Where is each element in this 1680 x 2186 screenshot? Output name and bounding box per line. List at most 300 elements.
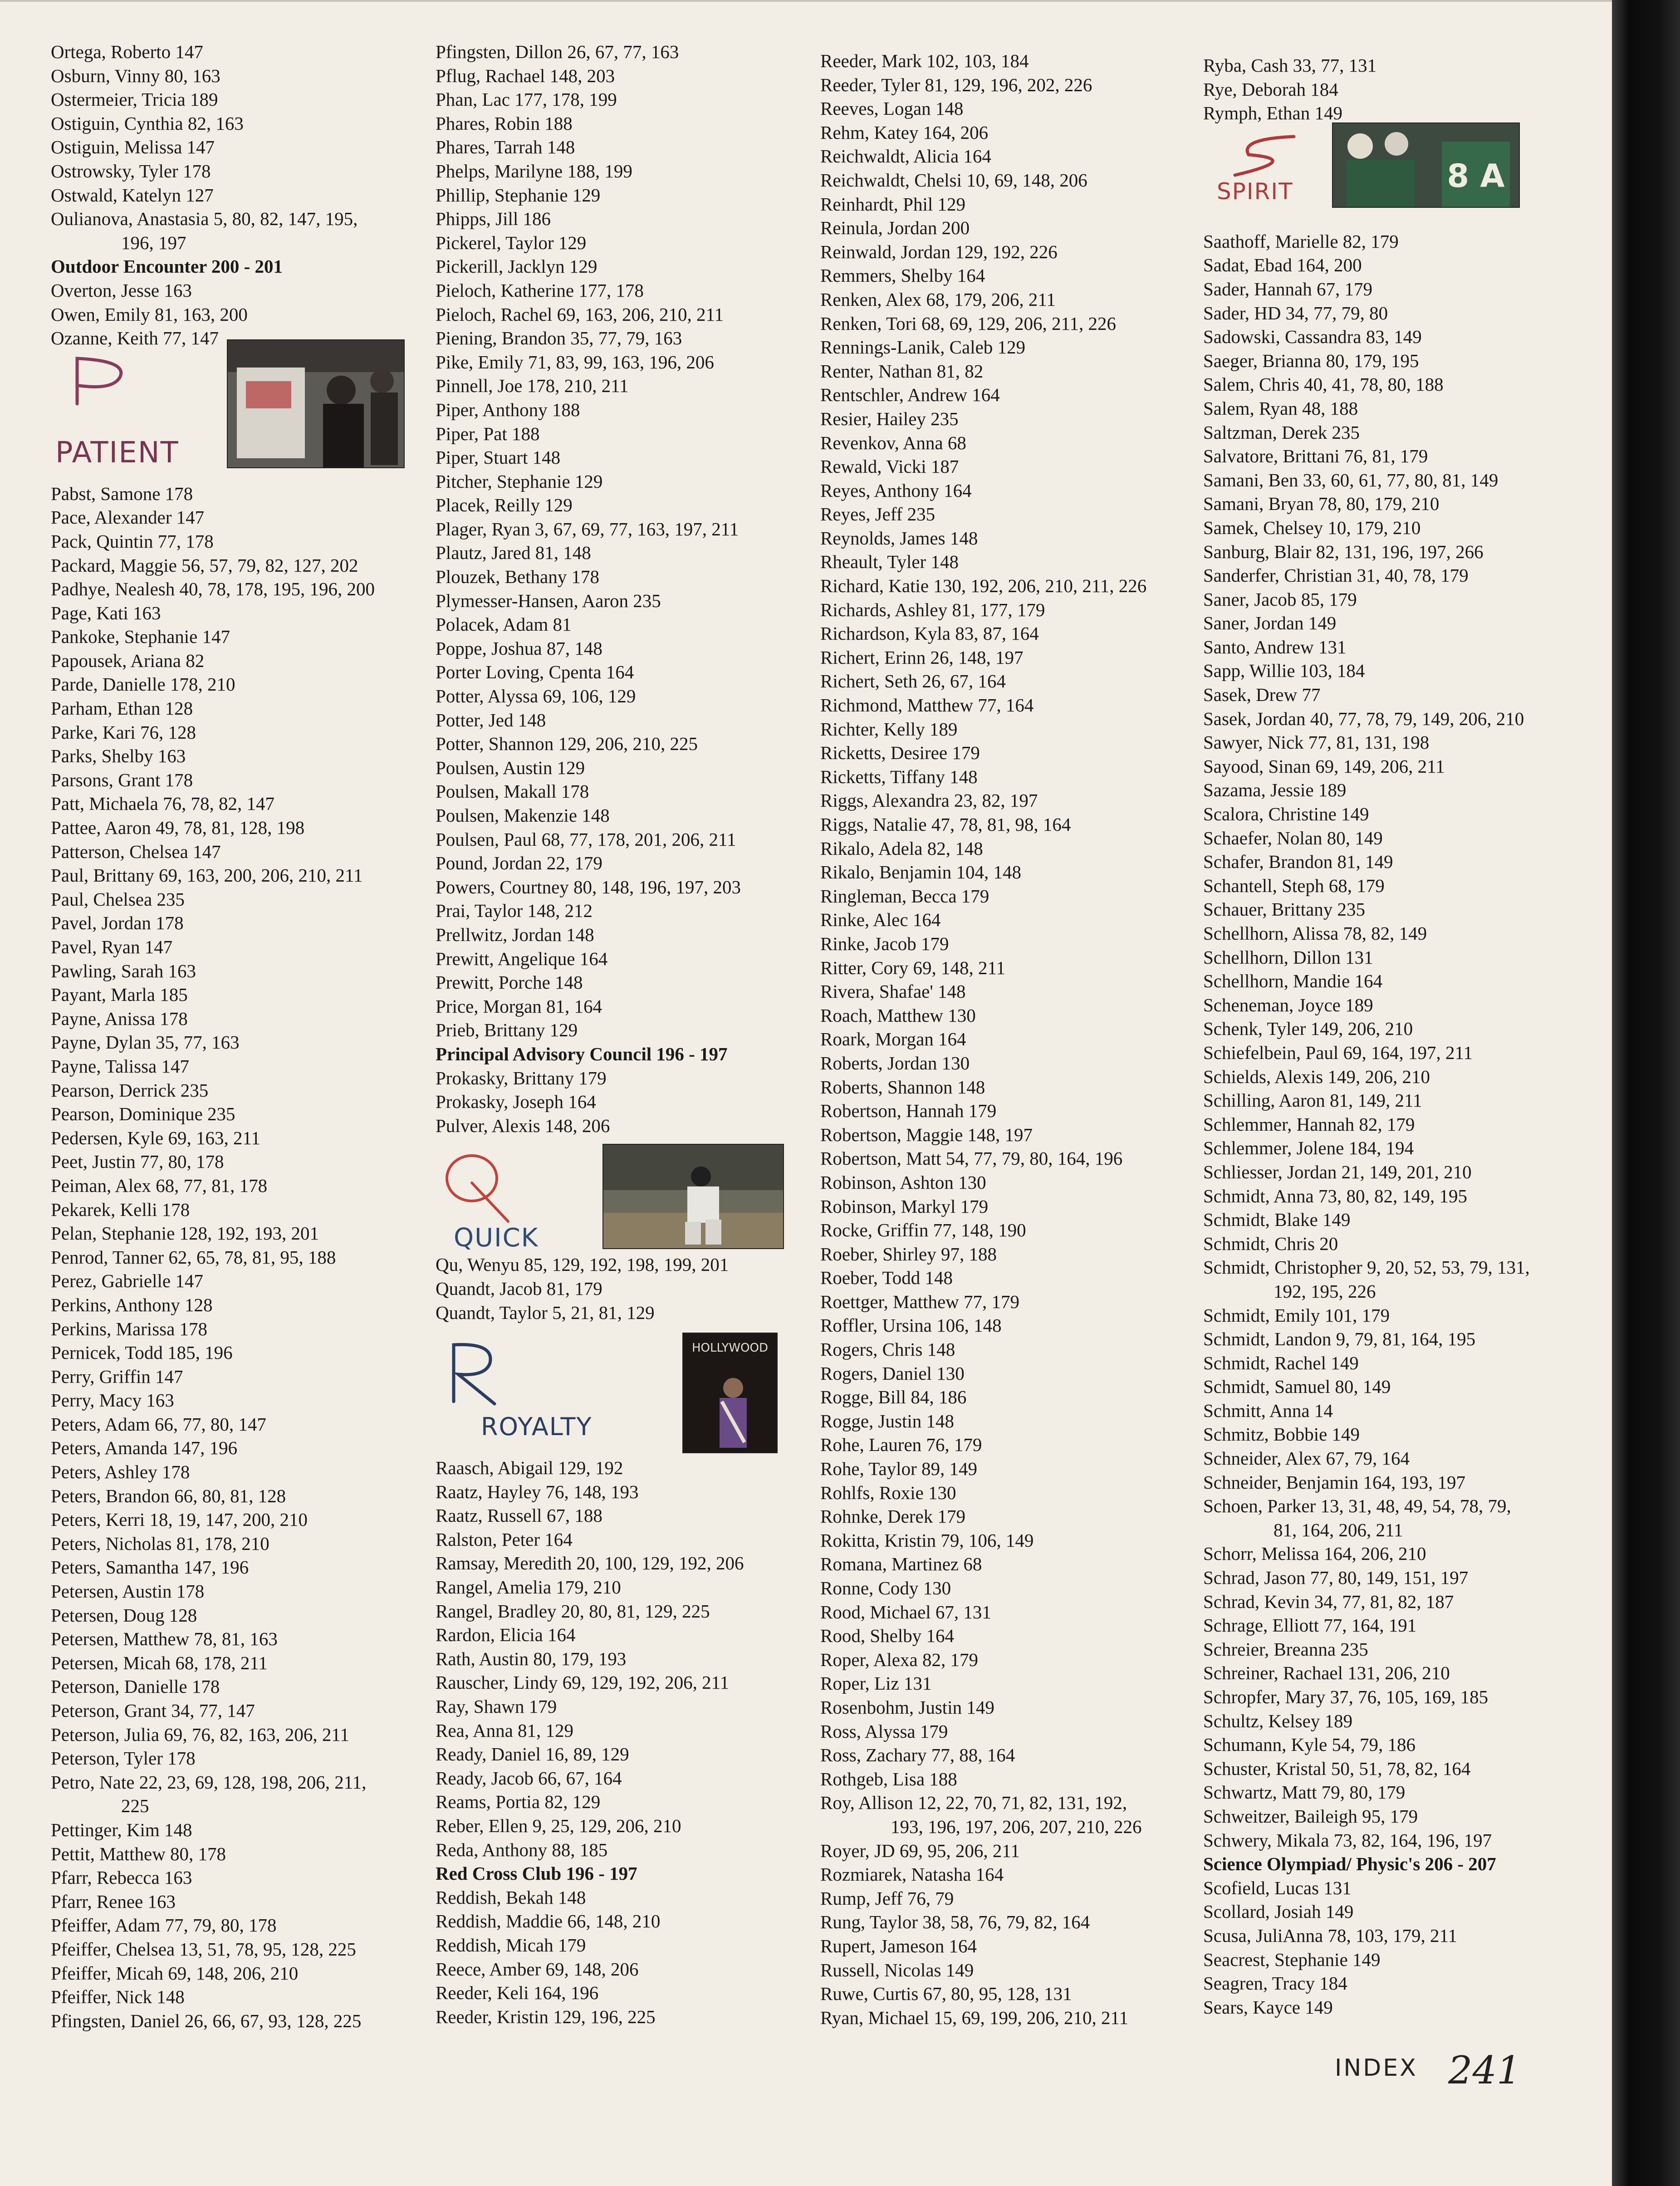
index-entry: Pfingsten, Daniel 26, 66, 67, 93, 128, 225: [51, 2010, 362, 2031]
index-entry: Ray, Shawn 179: [436, 1696, 557, 1717]
index-entry: Rosenbohm, Justin 149: [820, 1696, 994, 1718]
page-footer: [1335, 2048, 1525, 2098]
index-entry: Reyes, Anthony 164: [820, 480, 972, 501]
index-entry: Schrad, Kevin 34, 77, 81, 82, 187: [1203, 1591, 1454, 1612]
index-entry: Ozanne, Keith 77, 147: [51, 328, 219, 349]
index-entry: Pavel, Jordan 178: [51, 912, 184, 934]
index-entry: Ryan, Michael 15, 69, 199, 206, 210, 211: [820, 2007, 1128, 2028]
index-entry: Prellwitz, Jordan 148: [436, 924, 594, 945]
index-entry: Rymph, Ethan 149: [1203, 103, 1342, 124]
index-entry: Rokitta, Kristin 79, 106, 149: [820, 1529, 1034, 1551]
index-entry-continuation: 81, 164, 206, 211: [1273, 1519, 1403, 1540]
index-entry: Pelan, Stephanie 128, 192, 193, 201: [51, 1223, 319, 1244]
index-entry: Phan, Lac 177, 178, 199: [436, 89, 617, 110]
index-entry: Ostiguin, Cynthia 82, 163: [51, 113, 244, 134]
index-column-2: [436, 40, 798, 2029]
index-entry: Salem, Chris 40, 41, 78, 80, 188: [1203, 374, 1444, 395]
index-entry: Parde, Danielle 178, 210: [51, 674, 235, 695]
page-top-edge: [0, 0, 1612, 2]
index-entry: Schilling, Aaron 81, 149, 211: [1203, 1090, 1422, 1111]
index-entry: Reeves, Logan 148: [820, 98, 964, 119]
index-entry: Padhye, Nealesh 40, 78, 178, 195, 196, 200: [51, 578, 375, 600]
index-entry: Roberts, Jordan 130: [820, 1052, 970, 1073]
index-entry: Rikalo, Benjamin 104, 148: [820, 862, 1021, 883]
index-entry: Potter, Shannon 129, 206, 210, 225: [436, 733, 698, 755]
index-entry: Reeder, Keli 164, 196: [436, 1982, 599, 2004]
index-entry: Pack, Quintin 77, 178: [51, 530, 214, 552]
index-entry: Reinwald, Jordan 129, 192, 226: [820, 241, 1058, 262]
index-entry-continuation: 196, 197: [121, 232, 186, 253]
index-entry: Payant, Marla 185: [51, 984, 188, 1005]
index-entry: Pfeiffer, Chelsea 13, 51, 78, 95, 128, 225: [51, 1938, 356, 1960]
index-entry: Rheault, Tyler 148: [820, 551, 959, 573]
royalty-photo-sign: HOLLYWOOD: [691, 1341, 769, 1355]
index-entry: Sasek, Jordan 40, 77, 78, 79, 149, 206, 210: [1203, 708, 1524, 729]
index-entry: Ritter, Cory 69, 148, 211: [820, 957, 1005, 978]
index-entry: Schmidt, Anna 73, 80, 82, 149, 195: [1203, 1185, 1467, 1206]
index-entry: Seacrest, Stephanie 149: [1203, 1949, 1381, 1970]
index-entry: Pfarr, Rebecca 163: [51, 1867, 192, 1888]
spirit-photo-jersey: 8 A: [1447, 157, 1505, 195]
index-entry: Reddish, Maddie 66, 148, 210: [436, 1911, 661, 1932]
index-entry: Prewitt, Porche 148: [436, 972, 583, 993]
index-entry: Plouzek, Bethany 178: [436, 566, 599, 588]
letter-q-icon: [440, 1147, 513, 1224]
index-entry: Poulsen, Makall 178: [436, 781, 589, 802]
index-entry: Rauscher, Lindy 69, 129, 192, 206, 211: [436, 1672, 730, 1693]
index-entry: Schuster, Kristal 50, 51, 78, 82, 164: [1203, 1758, 1471, 1779]
index-entry: Schmidt, Landon 9, 79, 81, 164, 195: [1203, 1328, 1476, 1350]
index-entry: Saltzman, Derek 235: [1203, 422, 1360, 443]
index-entry: Ostwald, Katelyn 127: [51, 184, 214, 206]
index-entry: Plymesser-Hansen, Aaron 235: [436, 590, 661, 611]
index-entry: Sader, Hannah 67, 179: [1203, 278, 1372, 299]
index-entry: Schields, Alexis 149, 206, 210: [1203, 1066, 1430, 1087]
index-entry: Reyes, Jeff 235: [820, 504, 936, 525]
index-entry: Schiefelbein, Paul 69, 164, 197, 211: [1203, 1042, 1473, 1063]
index-entry: Roper, Alexa 82, 179: [820, 1649, 978, 1670]
spirit-photo: [1332, 123, 1520, 208]
index-entry: Peters, Kerri 18, 19, 147, 200, 210: [51, 1509, 308, 1530]
index-section-entry: Principal Advisory Council 196 - 197: [436, 1043, 728, 1064]
index-entry: Schlemmer, Hannah 82, 179: [1203, 1113, 1415, 1135]
index-entry: Sanderfer, Christian 31, 40, 78, 179: [1203, 565, 1469, 586]
index-entry: Ostiguin, Melissa 147: [51, 137, 215, 158]
index-entry: Schwartz, Matt 79, 80, 179: [1203, 1782, 1406, 1803]
index-entry: Petersen, Austin 178: [51, 1581, 205, 1602]
index-entry: Reeder, Tyler 81, 129, 196, 202, 226: [820, 74, 1092, 95]
index-entry: Rye, Deborah 184: [1203, 78, 1338, 100]
index-entry: Perry, Griffin 147: [51, 1366, 183, 1387]
index-entry: Pound, Jordan 22, 179: [436, 853, 602, 874]
patient-photo: [227, 339, 405, 468]
index-entry: Saathoff, Marielle 82, 179: [1203, 230, 1399, 252]
index-entry: Raatz, Russell 67, 188: [436, 1505, 602, 1526]
index-entry: Roberts, Shannon 148: [820, 1076, 985, 1098]
index-entry: Royer, JD 69, 95, 206, 211: [820, 1840, 1020, 1861]
page-number: 241: [1448, 2048, 1521, 2093]
index-entry: Renter, Nathan 81, 82: [820, 360, 984, 382]
index-entry: Rohe, Taylor 89, 149: [820, 1458, 977, 1480]
index-entry: Rump, Jeff 76, 79: [820, 1887, 954, 1909]
index-entry: Santo, Andrew 131: [1203, 636, 1347, 657]
index-entry: Pieloch, Katherine 177, 178: [436, 279, 644, 301]
index-entry: Robertson, Hannah 179: [820, 1100, 997, 1122]
index-entry: Scalora, Christine 149: [1203, 804, 1369, 825]
index-entry: Rinke, Jacob 179: [820, 933, 949, 954]
index-entry: Peet, Justin 77, 80, 178: [51, 1151, 224, 1172]
index-entry: Schwery, Mikala 73, 82, 164, 196, 197: [1203, 1829, 1492, 1851]
index-entry: Payne, Talissa 147: [51, 1055, 189, 1077]
index-entry-continuation: 225: [121, 1795, 149, 1817]
index-entry: Ronne, Cody 130: [820, 1578, 951, 1598]
index-entry: Schantell, Steph 68, 179: [1203, 875, 1385, 896]
index-entry: Pfeiffer, Micah 69, 148, 206, 210: [51, 1962, 299, 1984]
index-entry: Plager, Ryan 3, 67, 69, 77, 163, 197, 211: [436, 518, 739, 539]
index-entry: Richard, Katie 130, 192, 206, 210, 211, 226: [820, 575, 1147, 597]
index-entry: Ready, Daniel 16, 89, 129: [436, 1744, 629, 1765]
index-entry: Pflug, Rachael 148, 203: [436, 65, 615, 86]
index-entry: Pfingsten, Dillon 26, 67, 77, 163: [436, 41, 679, 62]
section-r-header: [436, 1324, 798, 1456]
index-entry: Robertson, Matt 54, 77, 79, 80, 164, 196: [820, 1148, 1123, 1169]
index-entry: Schropfer, Mary 37, 76, 105, 169, 185: [1203, 1686, 1489, 1707]
index-entry: Rohe, Lauren 76, 179: [820, 1434, 982, 1456]
index-entry: Ostermeier, Tricia 189: [51, 89, 218, 110]
index-entry: Riggs, Alexandra 23, 82, 197: [820, 790, 1038, 811]
index-entry: Piper, Stuart 148: [436, 447, 561, 468]
index-entry: Pickerill, Jacklyn 129: [436, 256, 598, 277]
index-entry: Ramsay, Meredith 20, 100, 129, 192, 206: [436, 1553, 744, 1574]
index-section-entry: Red Cross Club 196 - 197: [436, 1863, 637, 1884]
letter-p-icon: [59, 354, 136, 408]
index-entry: Schellhorn, Dillon 131: [1203, 946, 1373, 968]
index-entry: Schultz, Kelsey 189: [1203, 1710, 1353, 1731]
index-entry: Penrod, Tanner 62, 65, 78, 81, 95, 188: [51, 1246, 336, 1268]
index-entry: Perry, Macy 163: [51, 1390, 174, 1411]
index-entry: Raatz, Hayley 76, 148, 193: [436, 1481, 639, 1502]
index-entry: Sasek, Drew 77: [1203, 684, 1321, 706]
index-entry: Ralston, Peter 164: [436, 1529, 573, 1550]
index-entry: Sanburg, Blair 82, 131, 196, 197, 266: [1203, 541, 1484, 562]
index-entry: Petersen, Matthew 78, 81, 163: [51, 1628, 278, 1650]
index-entry: Schumann, Kyle 54, 79, 186: [1203, 1734, 1416, 1755]
index-entry: Peters, Amanda 147, 196: [51, 1437, 238, 1459]
index-entry: Ross, Alyssa 179: [820, 1720, 948, 1742]
index-entry: Rung, Taylor 38, 58, 76, 79, 82, 164: [820, 1912, 1090, 1933]
index-entry: Renken, Tori 68, 69, 129, 206, 211, 226: [820, 313, 1116, 334]
index-entry: Richert, Erinn 26, 148, 197: [820, 647, 1024, 668]
index-entry: Sears, Kayce 149: [1203, 1996, 1333, 2018]
index-entry: Romana, Martinez 68: [820, 1554, 982, 1575]
index-entry: Qu, Wenyu 85, 129, 192, 198, 199, 201: [436, 1254, 729, 1275]
index-entry: Potter, Alyssa 69, 106, 129: [436, 686, 636, 707]
index-column-3: [820, 49, 1183, 2029]
index-entry: Rozmiarek, Natasha 164: [820, 1864, 1004, 1885]
index-entry: Peters, Ashley 178: [51, 1461, 190, 1483]
index-entry: Roffler, Ursina 106, 148: [820, 1315, 1002, 1336]
index-entry: Pedersen, Kyle 69, 163, 211: [51, 1127, 260, 1148]
index-entry: Schliesser, Jordan 21, 149, 201, 210: [1203, 1161, 1472, 1182]
index-entry: Pekarek, Kelli 178: [51, 1199, 190, 1220]
index-entry: Peters, Samantha 147, 196: [51, 1557, 249, 1578]
index-entry: Reddish, Bekah 148: [436, 1887, 586, 1908]
index-entry: Prai, Taylor 148, 212: [436, 900, 593, 921]
index-entry: Schafer, Brandon 81, 149: [1203, 851, 1393, 872]
index-entry: Pfeiffer, Adam 77, 79, 80, 178: [51, 1915, 277, 1936]
index-entry: Peterson, Danielle 178: [51, 1676, 220, 1697]
index-entry: Potter, Jed 148: [436, 709, 546, 730]
index-entry: Reams, Portia 82, 129: [436, 1791, 601, 1813]
index-entry: Roy, Allison 12, 22, 70, 71, 82, 131, 192,: [820, 1792, 1127, 1813]
index-entry: Page, Kati 163: [51, 602, 161, 623]
index-entry: Peters, Adam 66, 77, 80, 147: [51, 1413, 266, 1435]
index-entry: Schmidt, Emily 101, 179: [1203, 1304, 1390, 1326]
index-entry: Reeder, Mark 102, 103, 184: [820, 50, 1029, 71]
footer-index-label: INDEX: [1335, 2054, 1418, 2082]
section-word-royalty: ROYALTY: [481, 1412, 593, 1441]
index-entry: Schellhorn, Alissa 78, 82, 149: [1203, 923, 1427, 944]
index-entry: Pickerel, Taylor 129: [436, 232, 587, 253]
index-entry: Rardon, Elicia 164: [436, 1624, 576, 1646]
index-entry: Packard, Maggie 56, 57, 79, 82, 127, 202: [51, 554, 358, 576]
index-entry: Sayood, Sinan 69, 149, 206, 211: [1203, 755, 1445, 777]
index-entry: Rewald, Vicki 187: [820, 456, 959, 477]
index-entry-continuation: 192, 195, 226: [1273, 1280, 1376, 1302]
index-entry: Seagren, Tracy 184: [1203, 1973, 1347, 1994]
index-entry: Poppe, Joshua 87, 148: [436, 637, 602, 659]
index-entry: Richmond, Matthew 77, 164: [820, 695, 1034, 716]
index-entry: Salem, Ryan 48, 188: [1203, 397, 1358, 419]
index-entry: Reynolds, James 148: [820, 527, 978, 549]
index-entry: Schmitz, Bobbie 149: [1203, 1424, 1360, 1445]
index-entry: Reinhardt, Phil 129: [820, 193, 966, 215]
index-entry: Rogers, Daniel 130: [820, 1363, 965, 1384]
index-entry: Schmidt, Christopher 9, 20, 52, 53, 79, 131,: [1203, 1257, 1530, 1278]
index-entry: Samek, Chelsey 10, 179, 210: [1203, 517, 1421, 538]
index-entry: Poulsen, Paul 68, 77, 178, 201, 206, 211: [436, 828, 736, 850]
index-entry: Pitcher, Stephanie 129: [436, 471, 603, 492]
index-entry: Schmidt, Rachel 149: [1203, 1352, 1359, 1373]
index-entry: Peters, Brandon 66, 80, 81, 128: [51, 1485, 286, 1506]
index-entry: Sazama, Jessie 189: [1203, 779, 1347, 801]
index-entry: Ready, Jacob 66, 67, 164: [436, 1767, 622, 1789]
index-entry: Rohlfs, Roxie 130: [820, 1482, 956, 1503]
index-column-1: [51, 40, 414, 2033]
index-entry: Phillip, Stephanie 129: [436, 184, 601, 206]
index-entry: Phares, Tarrah 148: [436, 137, 575, 158]
index-entry: Pfeiffer, Nick 148: [51, 1986, 185, 2008]
index-entry: Patt, Michaela 76, 78, 82, 147: [51, 793, 275, 814]
index-entry: Ricketts, Tiffany 148: [820, 766, 978, 787]
index-entry: Robinson, Ashton 130: [820, 1171, 986, 1193]
index-entry: Saeger, Brianna 80, 179, 195: [1203, 350, 1419, 371]
book-binding-edge: [1612, 0, 1680, 2186]
index-entry: Sadat, Ebad 164, 200: [1203, 255, 1362, 276]
index-entry: Schmidt, Blake 149: [1203, 1209, 1351, 1230]
index-entry: Richter, Kelly 189: [820, 718, 958, 740]
index-entry: Payne, Anissa 178: [51, 1008, 188, 1029]
index-entry: Sapp, Willie 103, 184: [1203, 660, 1365, 681]
index-entry: Pfarr, Renee 163: [51, 1891, 176, 1912]
index-entry: Prieb, Brittany 129: [436, 1019, 578, 1041]
index-entry: Sawyer, Nick 77, 81, 131, 198: [1203, 732, 1430, 753]
index-entry: Robertson, Maggie 148, 197: [820, 1124, 1033, 1145]
index-entry: Rohnke, Derek 179: [820, 1506, 965, 1527]
royalty-photo: [682, 1333, 778, 1453]
index-entry: Quandt, Jacob 81, 179: [436, 1278, 602, 1299]
index-entry: Rupert, Jameson 164: [820, 1935, 977, 1956]
section-p-header: [51, 350, 414, 482]
index-entry: Poulsen, Makenzie 148: [436, 805, 610, 826]
index-entry: Samani, Ben 33, 60, 61, 77, 80, 81, 149: [1203, 469, 1499, 490]
index-entry: Schneider, Alex 67, 79, 164: [1203, 1448, 1410, 1469]
index-entry: Phelps, Marilyne 188, 199: [436, 160, 632, 181]
index-entry: Petersen, Micah 68, 178, 211: [51, 1652, 268, 1673]
index-entry: Reinula, Jordan 200: [820, 217, 970, 239]
letter-s-icon: [1221, 130, 1312, 180]
index-entry: Richards, Ashley 81, 177, 179: [820, 599, 1045, 620]
index-entry: Reddish, Micah 179: [436, 1934, 586, 1956]
index-entry: Reichwaldt, Chelsi 10, 69, 148, 206: [820, 169, 1087, 191]
index-entry: Rehm, Katey 164, 206: [820, 122, 989, 143]
index-entry: Robinson, Markyl 179: [820, 1196, 989, 1217]
index-entry: Pankoke, Stephanie 147: [51, 626, 230, 647]
index-entry: Richardson, Kyla 83, 87, 164: [820, 623, 1039, 644]
index-entry: Prewitt, Angelique 164: [436, 948, 608, 969]
index-entry: Phipps, Jill 186: [436, 208, 551, 230]
index-entry: Parks, Shelby 163: [51, 745, 186, 767]
index-entry: Saner, Jordan 149: [1203, 613, 1337, 634]
index-entry: Petersen, Doug 128: [51, 1604, 197, 1626]
index-entry: Pearson, Derrick 235: [51, 1079, 209, 1101]
index-entry: Schauer, Brittany 235: [1203, 899, 1366, 920]
index-entry: Reeder, Kristin 129, 196, 225: [436, 2006, 656, 2027]
letter-r-icon: [440, 1338, 508, 1406]
index-entry: Phares, Robin 188: [436, 113, 573, 134]
section-s-header: [1203, 125, 1566, 230]
index-entry: Ringleman, Becca 179: [820, 885, 989, 907]
index-entry: Pabst, Samone 178: [51, 483, 193, 504]
index-entry: Ricketts, Desiree 179: [820, 742, 980, 764]
index-entry: Polacek, Adam 81: [436, 614, 572, 635]
index-section-entry: Outdoor Encounter 200 - 201: [51, 256, 283, 277]
index-entry: Schoen, Parker 13, 31, 48, 49, 54, 78, 79,: [1203, 1495, 1511, 1517]
index-entry: Schneider, Benjamin 164, 193, 197: [1203, 1471, 1465, 1493]
index-entry: Schreiner, Rachael 131, 206, 210: [1203, 1662, 1450, 1684]
index-entry: Schrage, Elliott 77, 164, 191: [1203, 1615, 1417, 1636]
index-entry: Perkins, Marissa 178: [51, 1318, 208, 1339]
index-entry: Rea, Anna 81, 129: [436, 1720, 574, 1741]
index-entry: Roark, Morgan 164: [820, 1029, 966, 1050]
section-word-patient: PATIENT: [55, 436, 179, 470]
index-entry: Riggs, Natalie 47, 78, 81, 98, 164: [820, 814, 1071, 835]
index-entry: Rinke, Alec 164: [820, 909, 941, 931]
index-entry: Schweitzer, Baileigh 95, 179: [1203, 1805, 1418, 1827]
index-entry: Paul, Chelsea 235: [51, 888, 185, 910]
index-entry: Schellhorn, Mandie 164: [1203, 970, 1383, 992]
index-entry: Pieloch, Rachel 69, 163, 206, 210, 211: [436, 304, 724, 325]
index-entry: Parsons, Grant 178: [51, 769, 193, 790]
index-entry: Reber, Ellen 9, 25, 129, 206, 210: [436, 1815, 681, 1836]
index-entry: Russell, Nicolas 149: [820, 1959, 974, 1980]
index-entry: Perez, Gabrielle 147: [51, 1270, 203, 1292]
index-entry: Peterson, Tyler 178: [51, 1748, 196, 1769]
index-entry: Rikalo, Adela 82, 148: [820, 838, 983, 859]
section-word-quick: QUICK: [454, 1223, 539, 1253]
index-entry: Rogge, Justin 148: [820, 1410, 954, 1431]
index-entry: Pawling, Sarah 163: [51, 960, 196, 981]
index-entry: Schmidt, Samuel 80, 149: [1203, 1376, 1391, 1397]
index-entry: Rogers, Chris 148: [820, 1339, 955, 1360]
index-entry: Paul, Brittany 69, 163, 200, 206, 210, 211: [51, 865, 363, 886]
index-entry: Petro, Nate 22, 23, 69, 128, 198, 206, 211,: [51, 1771, 367, 1793]
index-entry: Patterson, Chelsea 147: [51, 841, 221, 862]
index-entry: Prokasky, Joseph 164: [436, 1091, 596, 1113]
index-entry: Scollard, Josiah 149: [1203, 1901, 1354, 1922]
index-entry: Rangel, Bradley 20, 80, 81, 129, 225: [436, 1600, 710, 1622]
index-entry: Pettit, Matthew 80, 178: [51, 1843, 226, 1864]
index-column-4: [1203, 54, 1566, 2019]
index-entry: Owen, Emily 81, 163, 200: [51, 304, 248, 325]
index-entry: Raasch, Abigail 129, 192: [436, 1457, 623, 1479]
index-entry: Roeber, Todd 148: [820, 1267, 953, 1289]
index-entry: Resier, Hailey 235: [820, 408, 959, 429]
section-q-header: [436, 1137, 798, 1253]
index-entry: Peterson, Grant 34, 77, 147: [51, 1700, 255, 1721]
index-entry: Ruwe, Curtis 67, 80, 95, 128, 131: [820, 1983, 1072, 2005]
index-entry: Price, Morgan 81, 164: [436, 995, 602, 1017]
index-entry: Piper, Pat 188: [436, 423, 540, 444]
section-word-spirit: SPIRIT: [1217, 178, 1293, 205]
index-entry: Schaefer, Nolan 80, 149: [1203, 827, 1383, 848]
index-entry: Papousek, Ariana 82: [51, 650, 205, 671]
index-entry: Schrad, Jason 77, 80, 149, 151, 197: [1203, 1567, 1469, 1588]
index-entry: Rennings-Lanik, Caleb 129: [820, 337, 1026, 358]
index-entry: Remmers, Shelby 164: [820, 265, 985, 286]
index-entry: Poulsen, Austin 129: [436, 757, 585, 778]
index-entry: Renken, Alex 68, 179, 206, 211: [820, 289, 1056, 310]
index-entry: Sadowski, Cassandra 83, 149: [1203, 326, 1422, 348]
index-entry: Pernicek, Todd 185, 196: [51, 1342, 233, 1363]
index-entry: Rogge, Bill 84, 186: [820, 1387, 967, 1408]
index-entry: Pinnell, Joe 178, 210, 211: [436, 375, 629, 397]
index-entry: Ross, Zachary 77, 88, 164: [820, 1745, 1015, 1766]
index-entry: Piper, Anthony 188: [436, 399, 580, 420]
index-entry: Reece, Amber 69, 148, 206: [436, 1958, 639, 1980]
index-entry: Porter Loving, Cpenta 164: [436, 662, 634, 683]
index-entry: Scusa, JuliAnna 78, 103, 179, 211: [1203, 1925, 1457, 1946]
index-entry: Quandt, Taylor 5, 21, 81, 129: [436, 1302, 655, 1323]
index-entry: Piening, Brandon 35, 77, 79, 163: [436, 328, 682, 349]
index-entry: Rothgeb, Lisa 188: [820, 1768, 957, 1789]
index-entry: Pearson, Dominique 235: [51, 1103, 235, 1125]
index-entry: Pattee, Aaron 49, 78, 81, 128, 198: [51, 817, 305, 838]
index-entry: Peterson, Julia 69, 76, 82, 163, 206, 211: [51, 1724, 349, 1745]
index-entry: Richert, Seth 26, 67, 164: [820, 671, 1006, 692]
index-entry: Roper, Liz 131: [820, 1673, 932, 1694]
index-entry: Schlemmer, Jolene 184, 194: [1203, 1137, 1414, 1159]
index-entry: Sader, HD 34, 77, 79, 80: [1203, 302, 1388, 323]
index-entry: Parham, Ethan 128: [51, 698, 193, 719]
index-entry: Schreier, Breanna 235: [1203, 1638, 1368, 1660]
index-entry: Revenkov, Anna 68: [820, 432, 966, 453]
index-entry: Pettinger, Kim 148: [51, 1819, 192, 1840]
index-entry: Prokasky, Brittany 179: [436, 1067, 607, 1088]
index-entry: Ortega, Roberto 147: [51, 41, 203, 62]
index-entry: Pulver, Alexis 148, 206: [436, 1115, 610, 1136]
index-entry: Roettger, Matthew 77, 179: [820, 1291, 1020, 1312]
